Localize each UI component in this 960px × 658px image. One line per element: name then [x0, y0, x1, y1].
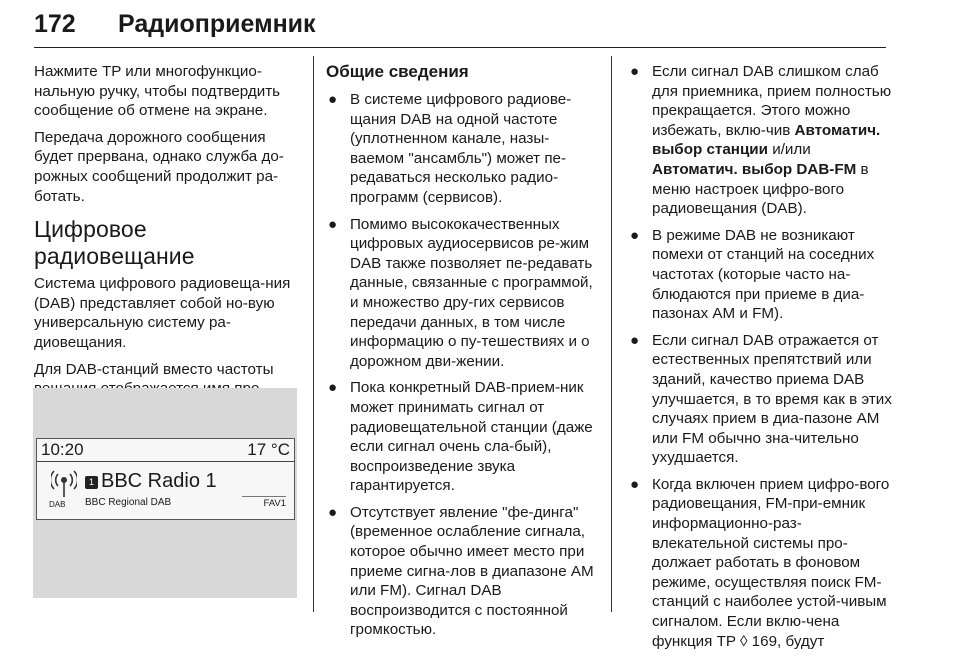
column-3 [628, 62, 894, 658]
bullet-icon: ● [630, 475, 640, 493]
display-station-subtitle: BBC Regional DAB [85, 497, 172, 508]
display-preset-badge: 1 [85, 476, 98, 489]
bullet-icon: ● [328, 215, 338, 233]
page-title: Радиоприемник [118, 10, 316, 38]
list-item [628, 331, 894, 468]
cross-reference-icon: ◊ [739, 632, 748, 650]
list-item-text: Пока конкретный DAB-прием-ник может принимать сигнал от радиовещательной станции (даже если сигнал очень сла-бый), воспроизведение звука гарантируется. [350, 379, 593, 495]
subsection-title: Общие сведения [326, 62, 469, 81]
list-item-text [652, 476, 889, 650]
bullet-icon: ● [630, 63, 640, 80]
list-item [326, 215, 596, 372]
list-item [628, 475, 894, 651]
list-item [326, 378, 596, 496]
paragraph-traffic-interrupt: Передача дорожного сообщения будет прервана, однако служба до-рожных сообщений продолжит ра-ботать. [34, 128, 284, 205]
list-item-text: Помимо высококачественных цифровых аудиосервисов ре-жим DAB также позволяет пе-редавать данные, связанные с программой, и множество дру-гих сервисов передачи данных, в том числе информацию о пу-тешествиях и о дорожном дви-жении. [350, 215, 593, 370]
column-divider-2 [611, 56, 612, 612]
bullet-icon: ● [630, 226, 640, 244]
column-2 [326, 62, 596, 647]
list-item-text: Если сигнал DAB отражается от естественных препятствий или зданий, качество приема DAB улучшается, в то время как в этих случаях прием в диа-пазоне AM или FM обычно зна-чительно ухудшается. [652, 331, 892, 467]
bullet-icon: ● [630, 331, 640, 349]
list-item [326, 503, 596, 640]
text-run: и/или [767, 141, 811, 159]
list-item-text: Отсутствует явление "фе-динга" (временное ослабление сигнала, которое обычно имеет место при приеме сигна-лов в диапазоне AM или FM). Сигнал DAB воспроизводится с постоянной громкостью. [350, 503, 594, 639]
text-run: Когда включен прием цифро-вого радиовещания, FM-при-емник информационно-раз-влекательной системы про-должает работать в фоновом режиме, осуществляя поиск FM-станций с наиболее устой-чивым сигналом. Если вклю-чена функция TP [652, 475, 890, 650]
bullet-icon: ● [328, 91, 338, 108]
display-fav-divider [242, 496, 286, 497]
paragraph-tp-confirm: Нажмите TP или многофункцио-нальную ручку, чтобы подтвердить сообщение об отмене на экране. [34, 63, 281, 120]
text-run: Если сигнал DAB слишком слаб для приемника, прием полностью прекращается. Этого можно избежать, вклю-чив [652, 63, 892, 139]
column-1 [34, 62, 302, 425]
list-item [628, 226, 894, 324]
header-rule [34, 47, 886, 48]
display-time: 10:20 [41, 440, 84, 459]
list-item [628, 62, 894, 219]
page-number: 172 [34, 10, 76, 38]
dab-notes-list [628, 62, 894, 651]
page-reference: 169, будут [747, 632, 825, 650]
list-item-text [652, 63, 891, 217]
menu-option-auto-station: Автоматич. выбор станции [652, 121, 881, 159]
display-favourites-label: FAV1 [263, 498, 286, 509]
bullet-icon: ● [328, 503, 338, 521]
list-item-text: В режиме DAB не возникают помехи от станций на соседних частотах (которые часто на-блюдаются при приеме в диа-пазонах AM и FM). [652, 226, 875, 323]
display-band-label: DAB [49, 500, 66, 509]
list-item [326, 90, 596, 208]
paragraph-dab-program-name: Для DAB-станций вместо частоты [34, 360, 274, 378]
radio-display-screen [36, 438, 295, 520]
dab-broadcast-icon [51, 469, 77, 499]
menu-option-auto-dab-fm: Автоматич. выбор DAB-FM [652, 160, 857, 178]
bullet-icon: ● [328, 379, 338, 397]
section-title: Цифровое радиовещание [34, 216, 195, 270]
display-temperature: 17 °C [247, 440, 290, 459]
radio-display-image [33, 388, 297, 598]
list-item-text: В системе цифрового радиове-щания DAB на одной частоте (уплотненном канале, назы-ваемом "ансамбль") может пе-редаваться несколько радио-программ (сервисов). [350, 91, 572, 206]
display-station-name: BBC Radio 1 [101, 470, 217, 492]
display-status-rule [37, 461, 294, 462]
paragraph-dab-intro: Система цифрового радиовеща-ния (DAB) представляет собой но-вую универсальную систему ра-диовещания. [34, 275, 291, 351]
general-info-list [326, 90, 596, 640]
text-run: в меню настроек цифро-вого радиовещания (DAB). [652, 160, 869, 218]
column-divider-1 [313, 56, 314, 612]
page-header [34, 0, 886, 48]
